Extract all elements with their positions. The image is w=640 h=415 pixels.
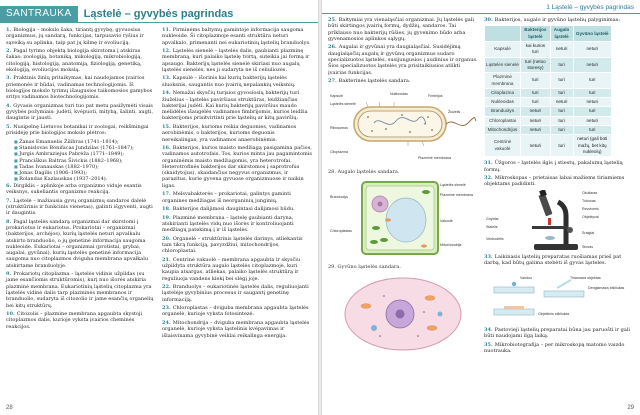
- item-number: 15.: [162, 123, 171, 130]
- table-cell: turi: [550, 73, 573, 89]
- scientist-list-item: ■ Rolandas Kazlauskas (1937–2014).: [14, 176, 156, 182]
- figure-label: Revolveris: [582, 206, 599, 211]
- chapter-title: Ląstelė – gyvybės pagrindas: [83, 8, 234, 20]
- item-number: 16.: [162, 144, 171, 151]
- specimen-icon: [504, 306, 524, 309]
- summary-item: [6, 124, 156, 137]
- chapter-header: [0, 6, 233, 22]
- item-text: Citozolis – plazmine membrana apgaubta skystoji citoplazmos dalis, kurioje vyksta įvairios cheminės reakcijos.: [6, 311, 143, 330]
- figure-label: Gnybtai: [486, 216, 499, 221]
- table-cell: neturi: [550, 42, 573, 58]
- left-column-1: [6, 27, 156, 332]
- page-number-right: 29: [627, 405, 634, 411]
- table-cell: turi: [573, 107, 611, 116]
- table-cell: turi: [521, 88, 551, 97]
- table-cell: turi (netoo storesy): [521, 57, 551, 73]
- summary-item: [328, 78, 478, 84]
- microscope-figure: [484, 190, 634, 252]
- focus-knob-icon: [567, 227, 573, 233]
- animal-nucleolus: [396, 309, 405, 318]
- microscope-base: [534, 244, 578, 250]
- item-number: 17.: [162, 191, 171, 198]
- scientist-list-item: ■ Pranciškus Baltras Šivickis (1882–1968);: [14, 158, 156, 164]
- summary-item: [162, 215, 312, 234]
- item-number: 27.: [328, 78, 337, 85]
- summary-item: [6, 311, 156, 330]
- table-cell: neturi: [550, 98, 573, 107]
- bacteria-cell-wall: [358, 111, 442, 137]
- summary-item: [484, 254, 634, 267]
- table-cell: neturi: [573, 98, 611, 107]
- item-number: 35.: [484, 341, 493, 348]
- item-number: 10.: [6, 311, 15, 318]
- figure-label: Žiuželis: [448, 109, 461, 114]
- summary-item: [162, 124, 312, 143]
- objective-icon: [548, 218, 551, 225]
- item-number: 20.: [162, 235, 171, 242]
- scientist-list-item: ■ Jonas Dagilis (1906–1993);: [14, 170, 156, 176]
- table-intro: 30. Bakterijos, augalo ir gyvūno ląstelių palyginimas:: [484, 17, 621, 23]
- slide-preparation-figure: [484, 269, 634, 325]
- table-cell: turi: [573, 88, 611, 97]
- item-text: Mikroskopas – prietaisas labai mažiems tiriamiems objektams padidinti.: [484, 175, 625, 188]
- summary-item: [162, 191, 312, 204]
- summary-item: [162, 320, 312, 339]
- table-row-label: Kapsulė: [485, 42, 521, 58]
- summary-item: [162, 90, 312, 121]
- table-row: [485, 73, 612, 89]
- item-number: 26.: [328, 44, 337, 51]
- page-number-left: 28: [6, 405, 13, 411]
- item-number: 3.: [6, 75, 12, 82]
- table-header-cell: Bakterijos ląstelė: [521, 26, 551, 42]
- table-cell: neturi: [573, 42, 611, 58]
- scientist-list-item: ■ Tadas Ivanauskas (1882–1970);: [14, 164, 156, 170]
- table-cell: neturi: [573, 57, 611, 73]
- microscope-stage: [532, 226, 568, 229]
- summary-item: [162, 284, 312, 303]
- running-rule: [322, 13, 640, 14]
- table-header-cell: Gyvūno ląstelė: [573, 26, 611, 42]
- figure-label: Vanduo: [520, 275, 533, 280]
- figure-label: Plazminė membrana: [418, 155, 451, 160]
- figure-29-caption: 29. Gyvūno ląstelės sandara.: [328, 264, 401, 271]
- table-row-label: Centrinė vakuolė: [485, 135, 521, 157]
- item-text: Pagal tyrimo objektą biologija skirstoma į atskiras šakas: zoologiją, botaniką, mikologiją, mikrobiologiją, citologiją, histologiją, anatomiją, fiziologiją, genetiką, ekologiją, evoliucijos mokslą.: [6, 48, 142, 73]
- water-drop-icon: [512, 282, 516, 286]
- table-cell: neturi: [521, 107, 551, 116]
- summary-item: [6, 183, 156, 196]
- item-number: 18.: [162, 206, 171, 213]
- table-cell: turi: [521, 73, 551, 89]
- right-column-2: [484, 17, 634, 357]
- table-row: [485, 107, 612, 116]
- figure-label: Fimbrijos: [428, 93, 443, 98]
- item-number: 5.: [6, 123, 12, 130]
- table-row: [485, 88, 612, 97]
- table-cell: turi: [550, 135, 573, 157]
- figure-label: Sraigtai: [582, 230, 595, 235]
- summary-item: [6, 271, 156, 309]
- animal-cell-figure: [328, 274, 478, 354]
- item-number: 19.: [162, 214, 171, 221]
- item-number: 21.: [162, 256, 171, 263]
- central-vacuole: [386, 198, 426, 242]
- table-row-label: Citoplazma: [485, 88, 521, 97]
- item-number: 33.: [484, 254, 493, 261]
- table-row-label: Plazminė membrana: [485, 73, 521, 89]
- item-text: Prokariotų citoplazma – ląstelės vidinis užpildas (su jame esančiomis struktūromis), kurį nuo išorės atskiria plazminė membrana. Eukariotinių ląstelių citoplazma yra ląstelės vidinė dalis tarp plazminės membranos ir branduolio, sudaryta iš citozolio ir jame esančių organelių bei kitų struktūrų.: [6, 271, 154, 309]
- running-head: 1 Ląstelė – gyvybės pagrindas: [546, 4, 634, 11]
- item-text: Gyvasis organizmas turi tuo pat metu pasižymėti visais gyvybės požymiais: judėti, kvėpuoti, mitybą, šalinti, augti, daugintis ir jausti.: [6, 102, 154, 122]
- scientist-list-item: ■ Jurgis Ambraziejus Pabrėža (1771–1849);: [14, 151, 156, 157]
- table-cell: turi: [550, 126, 573, 135]
- figure-label: Chloroplastas: [330, 229, 352, 234]
- plant-cell-figure: [328, 178, 478, 260]
- summary-item: [162, 236, 312, 255]
- item-text: Organelė – struktūrinis ląstelės darinys, atliekantis tam tikrą funkciją, pavyzdžiui, mitochondrijos, chloroplastai.: [162, 235, 303, 255]
- item-number: 23.: [162, 305, 171, 312]
- summary-item: [484, 175, 634, 188]
- section-tag: SANTRAUKA: [0, 6, 78, 22]
- item-number: 6.: [6, 182, 12, 189]
- figure-label: Ribosomos: [330, 125, 348, 130]
- item-number: 34.: [484, 327, 493, 334]
- table-cell: neturi: [573, 116, 611, 125]
- item-number: 7.: [6, 197, 12, 204]
- item-text: Kapsulė – išorinis kai kurių bakterijų ląstelės sluoksnis, saugantis nuo įvairių nepalankių veiksnių.: [162, 75, 296, 88]
- item-text: Ūžgoros – ląstelės ilgis į stiestų, pakalumų ląstelių formų.: [484, 160, 623, 173]
- comparison-table: [484, 25, 612, 157]
- table-cell: neturi: [521, 116, 551, 125]
- figure-label: Vakuolė: [440, 219, 453, 224]
- figure-label: Tubusas: [582, 198, 596, 203]
- figure-label: Branduolys: [330, 195, 348, 200]
- item-text: Augalai ir gyvūnai yra daugialąsčiai. Susidėjimą daugialąsčių augalų ir gyvūnų organizmus sudaro specializuotos ląstelės, susijungusios į audinius ir organus. Šios specializuotos ląstelės yra prisitaikiusios atlikti įvairias funkcijas.: [328, 44, 478, 76]
- summary-item: [484, 342, 634, 355]
- microscope-tube: [538, 193, 552, 216]
- table-cell: turi: [550, 88, 573, 97]
- coverslip-icon: [557, 279, 572, 289]
- item-text: Dirgiklis – aplinkoje arba organizmo viduje esantis veiksnys, sukeliantis organizmo reakciją.: [6, 182, 142, 196]
- item-text: Branduolys – eukariotinės ląstelės dalis, reguliuojanti ląstelėje gyvybinius procesus ir saugantį genetinę informaciją.: [162, 284, 309, 303]
- summary-item: [6, 27, 156, 46]
- scientist-list-item: ■ Žanas Emanuelis Žilibras (1741–1814);: [14, 139, 156, 145]
- table-row: [485, 57, 612, 73]
- item-text: Nusipelnę Lietuvos botanikai ir zoologai, reikšmingai prisidėję prie biologijos mokslo plėtros:: [6, 123, 149, 137]
- summary-item: [328, 17, 478, 42]
- table-cell: turi: [550, 116, 573, 125]
- right-column-1: [328, 17, 478, 356]
- item-text: Biologija – mokslo šaka, tiriantį gyvybę, gyvuosius organizmus, jų sandarą, funkcijas, tarpusavio ryšius ir sąveiką su aplinka, taip pat jų kilmę ir evoliuciją.: [6, 27, 144, 46]
- summary-item: [6, 48, 156, 73]
- item-text: Centrinė vakuolė – membrana apgaubta ir skysčiu užpildyta struktūra augalo ląstelės citoplazmoje, kuri kaupia atsargas, atliekas, palaiko ląstelės struktūrą ir reguliuoja vandens kiekį bei slėgį joje.: [162, 256, 301, 282]
- slide-step-2: [544, 291, 584, 297]
- figure-28-caption: 28. Augalo ląstelės sandara.: [328, 168, 400, 175]
- summary-item: [484, 327, 634, 340]
- item-text: Ląstelės sienelė – ląstelės dalis, gaubianti plazminę membraną, kuri palaiko ląstelę tvirtą, suteikia jai formą ir apsaugo. Bakterijų ląstelės sienelė skiriasi nuo augalų ląstelės sienelės, nes ji sudaryta ne iš celiuliozės.: [162, 48, 310, 73]
- table-cell: turi: [521, 98, 551, 107]
- table-row: [485, 98, 612, 107]
- summary-item: [162, 305, 312, 318]
- summary-item: [162, 257, 312, 282]
- item-text: Praktinis žinių pritaikymas, kai naudojamos įvairios priemonės ir būdai, vadinamas technologijomis. Iš biologijos mokslo tyrimų išaugusios taikomosios gamybos sritys vadinamos biotechnologijomis.: [6, 75, 153, 101]
- item-text: Ląstelė – mažiausia gyvų organizmų sandaros dalelė (struktūrinis ir funkcinis vienetas), galinti išgyventi, augti ir daugintis.: [6, 197, 153, 217]
- item-text: Mikrobiotografija – per mikroskopą matomo vaizdo nuotrauka.: [484, 341, 625, 355]
- summary-item: [6, 75, 156, 100]
- item-text: Melsvabakterės – prokariotai, galintys gaminti organines medžiagas iš neorganinių junginių.: [162, 191, 291, 204]
- item-number: 25.: [328, 17, 337, 23]
- figure-label: Ląstelės sienelė: [440, 183, 466, 188]
- item-number: 4.: [6, 102, 12, 109]
- figure-label: Dengiamasis stikliukas: [588, 285, 625, 290]
- table-row: [485, 116, 612, 125]
- table-row: [485, 42, 612, 58]
- figure-label: Ląstelės sienelė: [330, 101, 356, 106]
- bacterial-cell-figure: [328, 87, 478, 165]
- summary-item: [484, 160, 634, 173]
- summary-item: [162, 48, 312, 73]
- figure-label: Stalelis: [486, 224, 498, 229]
- summary-item: [6, 198, 156, 217]
- summary-item: [162, 145, 312, 189]
- item-text: Nemažai skysčių turįsios gyvosiosių bakterijų turi žiuželius – ląstelės paviršiaus struktūras, leidžiančias bakterijai judėti. Kai kurių bakterijų paviršius maudo mėlidėlės išaugėlės vadinamos fimbrijomis, kurios leidžia bakterijoms prisitvirtinti prie ląstelių ar kitų paviršių.: [162, 90, 308, 122]
- table-row-label: Mitochondrijos: [485, 126, 521, 135]
- table-row-label: Nukleoidas: [485, 98, 521, 107]
- item-text: Bakterinės ląstelės sandara.: [338, 78, 411, 85]
- item-number: 14.: [162, 90, 171, 97]
- item-number: 9.: [6, 271, 12, 278]
- summary-item: [328, 44, 478, 75]
- table-row-label: Ląstelės sienelė: [485, 57, 521, 73]
- figure-label: Citoplazma: [330, 149, 348, 154]
- figure-label: Tiriamasis objektas: [570, 275, 601, 280]
- item-text: Bakterijos, kurioms reikia deguonies, vadinamos aerobinėmis, o bakterijos, kurioms deguonis nereikalingas, yra vadinamos anaerobinėmis.: [162, 123, 297, 143]
- table-cell: kai kurios turi: [521, 42, 551, 58]
- scientist-list-item: ■ Stanislovas Bonifacas Jundzilas (1761–1847);: [14, 145, 156, 151]
- table-cell: turi: [573, 126, 611, 135]
- item-text: Pastovieji ląstelių preparatai būna jau paruošti ir gali būti naudojami ilgą laiką.: [484, 327, 631, 340]
- item-number: 24.: [162, 319, 171, 326]
- table-cell: neturi (gali būti mažų, bet kitų nukleolų): [573, 135, 611, 157]
- mirror-icon: [545, 236, 555, 240]
- figure-label: Nukleoidas: [390, 91, 408, 96]
- plant-nucleolus: [378, 202, 383, 207]
- item-number: 13.: [162, 75, 171, 82]
- item-number: 1.: [6, 27, 12, 33]
- item-number: 2.: [6, 48, 12, 55]
- summary-item: [6, 103, 156, 122]
- left-page: [0, 0, 318, 415]
- figure-label: Objektinis stikliukas: [538, 311, 570, 316]
- item-text: Plazminė membrana – ląstelę gaubianti daryna, atskirianti ląstelės vidų nuo išorės ir kontroliuojanti medžiagų patekimą į ir iš ląstelės.: [162, 214, 294, 234]
- table-row: [485, 126, 612, 135]
- slide-step-1: [494, 287, 534, 293]
- table-cell: turi: [550, 57, 573, 73]
- item-text: Baltymiai yra vienaląsčiai organizmai. Jų ląstelės gali būti skirtingos įvairių formų, dydžių, sandaros. Tai priklauso nuo bakterijų rūšies, jų gyvenimo būdo arba gyvenamosios aplinkos sąlygų.: [328, 17, 474, 42]
- item-text: Pagal ląstelės sandarą organizmai dar skirstomi į prokariotus ir eukariotus. Prokariotai – organizmai (bakterijos, archėjos), kurių ląstelės neturi apvalkalu atskirto branduolio, o jų genetinė informacija saugoma nukleoide. Eukariotai – organizmai (protistai, grybai, augalai, gyvūnai), kurių ląstelės genetinė informacija saugoma nuo citoplazmos dviguba membrana apvalkalu atskirtame branduolyje.: [6, 218, 149, 269]
- item-text: Laikinasis ląstelių preparatas ruošiamas prieš pat darbą, kad būtų galima stebėti iš gyvas ląsteles.: [484, 254, 622, 267]
- microscope-arm: [558, 202, 566, 244]
- header-rule: [0, 22, 318, 23]
- table-row: [485, 135, 612, 157]
- figure-label: Okuliaras: [582, 190, 598, 195]
- item-number: 31.: [484, 160, 493, 167]
- table-cell: turi: [573, 73, 611, 89]
- table-row-label: Branduolys: [485, 107, 521, 116]
- figure-label: Kapsulė: [330, 93, 343, 98]
- item-number: 12.: [162, 48, 171, 55]
- table-cell: neturi: [521, 126, 551, 135]
- item-text: Pirminėms baltymų gamintoje informacija saugoma nukleoide. Ši citoplazmoje esanti struktūra neturi apvalkalo, primenanti nei eukariotinių ląstelių branduolys.: [162, 27, 311, 46]
- table-row-label: Chloroplastai: [485, 116, 521, 125]
- item-text: Mitochondrija – dviguba membrana apgaubta ląstelės organelė, kurioje vyksta ląstelinis kvėpavimas ir išlaisvinama gyvybinė veiklai reikalinga energija.: [162, 319, 310, 339]
- item-text: Bakterijos, kurios maisto medžiagą pasigamina pačios, vadinamos autotrofais. Tos, kurios minta jau pagamintomis organinėmis maisto medžiagomis, yra heterotrofai. Heterotrofinės bakterijos dar skirstomos į saprotrofus (skaidytojus), skaidančius negyvus organizmus, ir parazitus, kurie gyvena gyvuose organizmuose ir naikin ligas.: [162, 144, 312, 189]
- left-column-2: [162, 27, 312, 341]
- item-number: 22.: [162, 284, 171, 291]
- flagellum-icon: [446, 117, 476, 125]
- figure-label: Objektyvai: [582, 214, 599, 219]
- table-header-cell: [485, 26, 521, 42]
- figure-label: Plazminė membrana: [440, 193, 473, 198]
- slide-step-3: [494, 309, 534, 315]
- item-number: 32.: [484, 175, 493, 182]
- summary-item: [6, 219, 156, 269]
- figure-label: Veidrodėlis: [486, 236, 504, 241]
- summary-item: [162, 75, 312, 88]
- table-cell: turi: [550, 107, 573, 116]
- figure-label: Stovas: [582, 244, 593, 249]
- figure-label: Mitochondrija: [440, 243, 462, 248]
- item-text: Bakterijos dalijimosi daugintasi dalijimosi būdu.: [172, 206, 295, 213]
- table-cell: neturi: [521, 135, 551, 157]
- item-number: 8.: [6, 218, 12, 225]
- summary-item: [162, 27, 312, 46]
- summary-item: [162, 206, 312, 212]
- table-header-cell: Augalo ląstelė: [550, 26, 573, 42]
- item-number: 11.: [162, 27, 171, 33]
- item-text: Chloroplastas – dviguba membrana apgaubta ląstelės organelė, kurioje vyksta fotosintezė.: [162, 305, 309, 318]
- right-page: [322, 0, 640, 415]
